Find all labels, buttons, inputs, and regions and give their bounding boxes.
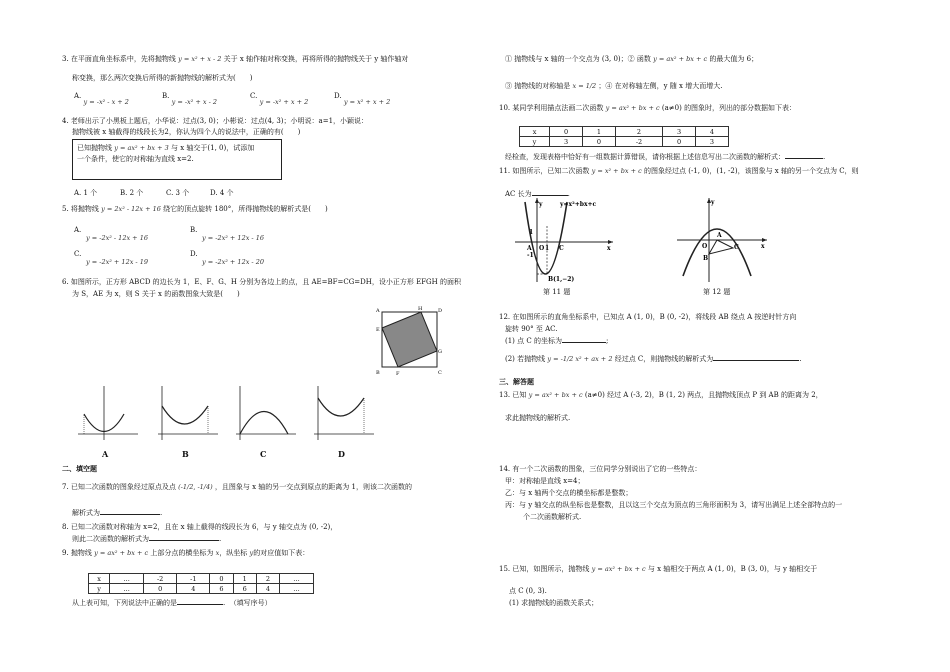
q4-option-a: A. 1 个 xyxy=(74,189,98,197)
q3-expr: y = x² + x - 2 xyxy=(178,55,222,63)
q5-option-d: D. y = -2x² + 12x - 20 xyxy=(190,250,264,266)
q15-line1: 15. 已知，如图所示，抛物线 y = ax² + bx + c 与 x 轴相交于两点 A (1, 0)，B (3, 0)，与 y 轴相交于 xyxy=(499,565,818,573)
table-row: y … 0 4 6 6 4 … xyxy=(89,584,314,594)
corner-label: D xyxy=(438,308,443,314)
q11-parabola-figure xyxy=(515,196,615,284)
section-fill-in-heading: 二、填空题 xyxy=(62,464,97,473)
q6-graph-a xyxy=(76,384,140,444)
q14-line2: 甲：对称轴是直线 x=4； xyxy=(505,477,585,485)
graph-label-d: D xyxy=(338,449,345,459)
q14-line4: 丙：与 y 轴交点的纵坐标也是整数，且以这三个交点为顶点的三角形面积为 3，请写出满足上述全部特点的一 xyxy=(505,501,843,509)
q5-line1: 5. 将抛物线 y = 2x² - 12x + 16 绕它的顶点旋转 180°，所得抛物线的解析式是( ) xyxy=(62,205,328,213)
q13-line1: 13. 已知 y = ax² + bx + c (a≠0) 经过 A (-3, 2)，B (1, 2) 两点，且抛物线顶点 P 到 AB 的距离为 2， xyxy=(499,391,823,399)
table-row: y 3 0 -2 0 3 xyxy=(520,137,729,147)
section-answer-heading: 三、解答题 xyxy=(499,377,534,386)
table-row: x 0 1 2 3 4 xyxy=(520,127,729,137)
q9-line1: 9. 抛物线 y = ax² + bx + c 上部分点的横坐标为 x，纵坐标 y的对应值如下表： xyxy=(62,549,310,557)
q12-figure xyxy=(675,196,775,284)
fig11-label: -1 xyxy=(527,252,534,259)
answer-blank[interactable] xyxy=(149,540,219,541)
corner-label: F xyxy=(396,371,400,377)
q10-line2: 经检查，发现表格中恰好有一组数据计算错误，请你根据上述信息写出二次函数的解析式： . xyxy=(505,153,826,161)
fig12-label: B xyxy=(703,255,709,262)
q12-line4: (2) 若抛物线 y = -1/2 x² + ax + 2 经过点 C，则抛物线的解析式为 . xyxy=(505,355,802,363)
fig11-label: x xyxy=(607,245,611,252)
q3-option-a: A. y = -x² - x + 2 xyxy=(74,92,129,106)
fig12-label: y xyxy=(711,199,715,206)
fig11-label: 1 xyxy=(545,245,550,252)
q10-value-table xyxy=(519,126,729,147)
q5-option-a: A. y = -2x² - 12x + 16 xyxy=(74,226,148,242)
q12-line3: (1) 点 C 的坐标为 ; xyxy=(505,337,609,345)
q14-line5: 个二次函数解析式. xyxy=(523,513,582,521)
q15-line2: 点 C (0, 3). xyxy=(509,587,547,595)
corner-label: B xyxy=(376,370,380,376)
corner-label: C xyxy=(438,370,442,376)
q8-line2: 则此二次函数的解析式为 . xyxy=(72,535,222,543)
q14-line1: 14. 有一个二次函数的图象，三位同学分别说出了它的一些特点： xyxy=(499,465,702,473)
q12-line1: 12. 在如图所示的直角坐标系中，已知点 A (1, 0)，B (0, -2)，将线段 AB 绕点 A 按逆时针方向 xyxy=(499,313,797,321)
table-row: x … -2 -1 0 1 2 … xyxy=(89,574,314,584)
graph-label-b: B xyxy=(182,449,189,459)
fig11-label: y xyxy=(539,201,543,208)
fig11-label: A xyxy=(527,245,532,252)
q3-text: 3. 在平面直角坐标系中，先将抛物线 xyxy=(62,55,176,63)
fig12-caption: 第 12 题 xyxy=(703,288,731,296)
graph-label-c: C xyxy=(260,449,267,459)
q13-line2: 求此抛物线的解析式. xyxy=(505,414,571,422)
q7-line2: 解析式为 . xyxy=(72,509,163,517)
q4-line2: 抛物线被 x 轴截得的线段长为2，你认为四个人的说法中，正确的有( ) xyxy=(72,128,301,136)
corner-label: G xyxy=(438,349,442,355)
q15-line3: (1) 求抛物线的函数关系式； xyxy=(509,599,599,607)
q6-square-figure xyxy=(376,306,442,378)
fig11-label: 1 xyxy=(529,229,534,236)
corner-label: A xyxy=(376,308,380,314)
answer-blank[interactable] xyxy=(713,360,799,361)
corner-label: H xyxy=(418,306,423,312)
q11-line1: 11. 如图所示，已知二次函数 y = x² + bx + c 的图象经过点 (-1, 0)，(1, -2)，该图象与 x 轴的另一个交点为 C，则 xyxy=(499,167,859,175)
q9-statement-1: ① 抛物线与 x 轴的一个交点为 (3, 0)；② 函数 y = ax² + bx + c 的最大值为 6； xyxy=(505,55,759,63)
q7-line1: 7. 已知二次函数的图象经过原点及点 (-1/2, -1/4) ，且图象与 x 轴的另一交点到原点的距离为 1，则该二次函数的 xyxy=(62,483,412,491)
answer-blank[interactable] xyxy=(785,158,823,159)
q9-line3: 从上表可知，下列说法中正确的是 . （填写序号） xyxy=(72,599,272,607)
fig12-label: A xyxy=(717,232,722,239)
answer-blank[interactable] xyxy=(562,342,606,343)
q6-graph-c xyxy=(234,384,298,444)
q14-line3: 乙：与 x 轴两个交点的横坐标都是整数； xyxy=(505,489,633,497)
corner-label: E xyxy=(376,327,380,333)
q12-line2: 旋转 90° 至 AC. xyxy=(505,325,558,333)
fig12-label: x xyxy=(761,243,765,250)
q5-option-c: C. y = -2x² + 12x - 19 xyxy=(74,250,148,266)
fig12-label: O xyxy=(702,243,708,250)
q8-line1: 8. 已知二次函数对称轴为 x=2，且在 x 轴上截得的线段长为 6，与 y 轴交点为 (0, -2)， xyxy=(62,523,338,531)
q9-value-table xyxy=(88,573,314,594)
q11-line2: AC 长为 . xyxy=(505,190,570,198)
q9-statement-2: ③ 抛物线的对称轴是 x = 1/2 ；④ 在对称轴左侧，y 随 x 增大而增大. xyxy=(505,82,723,90)
q4-option-c: C. 3 个 xyxy=(166,189,190,197)
q6-graph-b xyxy=(156,384,220,444)
graph-label-a: A xyxy=(102,449,109,459)
fig11-equation: y=x²+bx+c xyxy=(560,201,597,208)
q4-line1: 4. 老师出示了小黑板上题后，小华说：过点(3, 0)；小彬说：过点(4, 3)；小明说：a=1，小颖说： xyxy=(62,117,369,125)
q10-line1: 10. 某同学利用描点法画二次函数 y = ax² + bx + c (a≠0) 的图象时，列出的部分数据如下表： xyxy=(499,104,797,112)
answer-blank[interactable] xyxy=(100,514,160,515)
q3-line1 xyxy=(62,54,408,65)
q3-option-d: D. y = x² + x + 2 xyxy=(334,92,391,106)
fig11-point-label: B(1,−2) xyxy=(548,276,575,283)
q4-option-d: D. 4 个 xyxy=(210,189,234,197)
q3-option-b: B. y = -x² + x - 2 xyxy=(162,92,218,106)
q4-blackboard-box: 已知抛物线 y = ax² + bx + 3 与 x 轴交于(1, 0)，试添加 一个条件，使它的对称轴为直线 x=2. xyxy=(72,139,282,180)
q3-option-c: C. y = -x² + x + 2 xyxy=(250,92,309,106)
q6-graph-d xyxy=(312,384,376,444)
q6-line2: 为 S，AE 为 x，则 S 关于 x 的函数图象大致是( ) xyxy=(72,290,240,298)
q6-line1: 6. 如图所示，正方形 ABCD 的边长为 1，E、F、G、H 分别为各边上的点，且 AE=BF=CG=DH，设小正方形 EFGH 的面积 xyxy=(62,278,461,286)
answer-blank[interactable] xyxy=(177,604,223,605)
q3-text-b: 关于 x 轴作轴对称变换，再将所得的抛物线关于 y 轴作轴对 xyxy=(223,55,409,63)
fig11-caption: 第 11 题 xyxy=(543,288,571,296)
q4-option-b: B. 2 个 xyxy=(120,189,144,197)
fig12-label: C xyxy=(734,244,739,251)
fig11-label: C xyxy=(559,245,564,252)
fig11-label: O xyxy=(539,245,545,252)
q3-line2: 称变换，那么两次变换后所得的新抛物线的解析式为( ) xyxy=(72,74,253,82)
q5-option-b: B. y = -2x² + 12x - 16 xyxy=(190,226,264,242)
